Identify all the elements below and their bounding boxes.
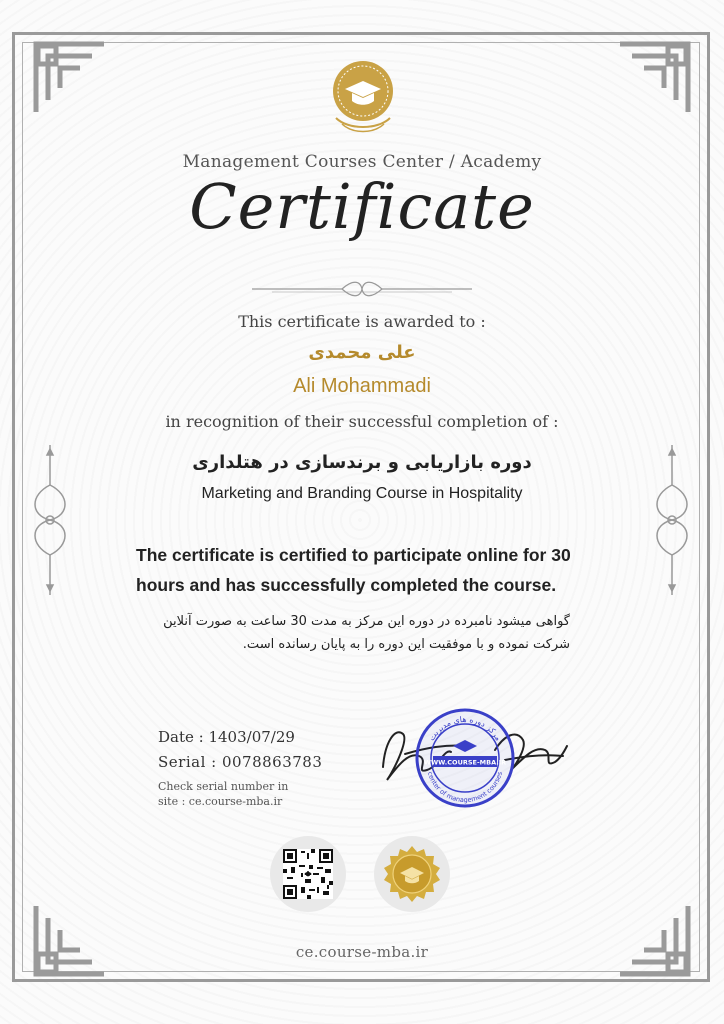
- awarded-text: This certificate is awarded to :: [238, 312, 486, 331]
- serial-check-line-2: site : ce.course-mba.ir: [158, 795, 283, 808]
- title-divider-icon: [252, 278, 472, 300]
- corner-ornament-bottom-left: [30, 900, 110, 980]
- course-title-english: Marketing and Branding Course in Hospitality: [201, 485, 523, 502]
- statement-persian: گواهی میشود نامبرده در دوره این مرکز به مدت 30 ساعت به صورت آنلاین شرکت نموده و با موفقیت این دوره را به پایان رسانده است.: [163, 614, 570, 652]
- statement-english: The certificate is certified to participate online for 30 hours and has successfully completed the course.: [136, 545, 571, 595]
- qr-code-icon[interactable]: [270, 836, 346, 912]
- recipient-name-persian: علی محمدی: [308, 342, 416, 363]
- academy-name: Management Courses Center / Academy: [182, 152, 542, 172]
- gold-seal-icon: [374, 836, 450, 912]
- issue-date: Date : 1403/07/29: [158, 728, 295, 746]
- certificate-title: Certificate: [189, 170, 535, 243]
- stamp-top-text: مرکز دوره های مدیریت: [427, 714, 503, 743]
- serial-number: Serial : 0078863783: [158, 753, 323, 771]
- corner-ornament-bottom-right: [614, 900, 694, 980]
- footer-website-link[interactable]: ce.course-mba.ir: [295, 943, 429, 961]
- corner-ornament-top-right: [614, 38, 694, 118]
- stamp-middle-text: WWW.COURSE-MBA.IR: [423, 758, 507, 767]
- official-stamp: [413, 706, 517, 810]
- stamp-bottom-text: center of management courses: [425, 770, 505, 805]
- serial-check-line-1: Check serial number in: [158, 780, 289, 793]
- corner-ornament-top-left: [30, 38, 110, 118]
- serial-check-note: [158, 779, 318, 809]
- recipient-name-english: Ali Mohammadi: [293, 375, 431, 397]
- academy-logo-icon: [328, 58, 398, 136]
- recognition-text: in recognition of their successful completion of :: [165, 412, 559, 431]
- course-title-persian: دوره بازاریابی و برندسازی در هتلداری: [192, 452, 532, 473]
